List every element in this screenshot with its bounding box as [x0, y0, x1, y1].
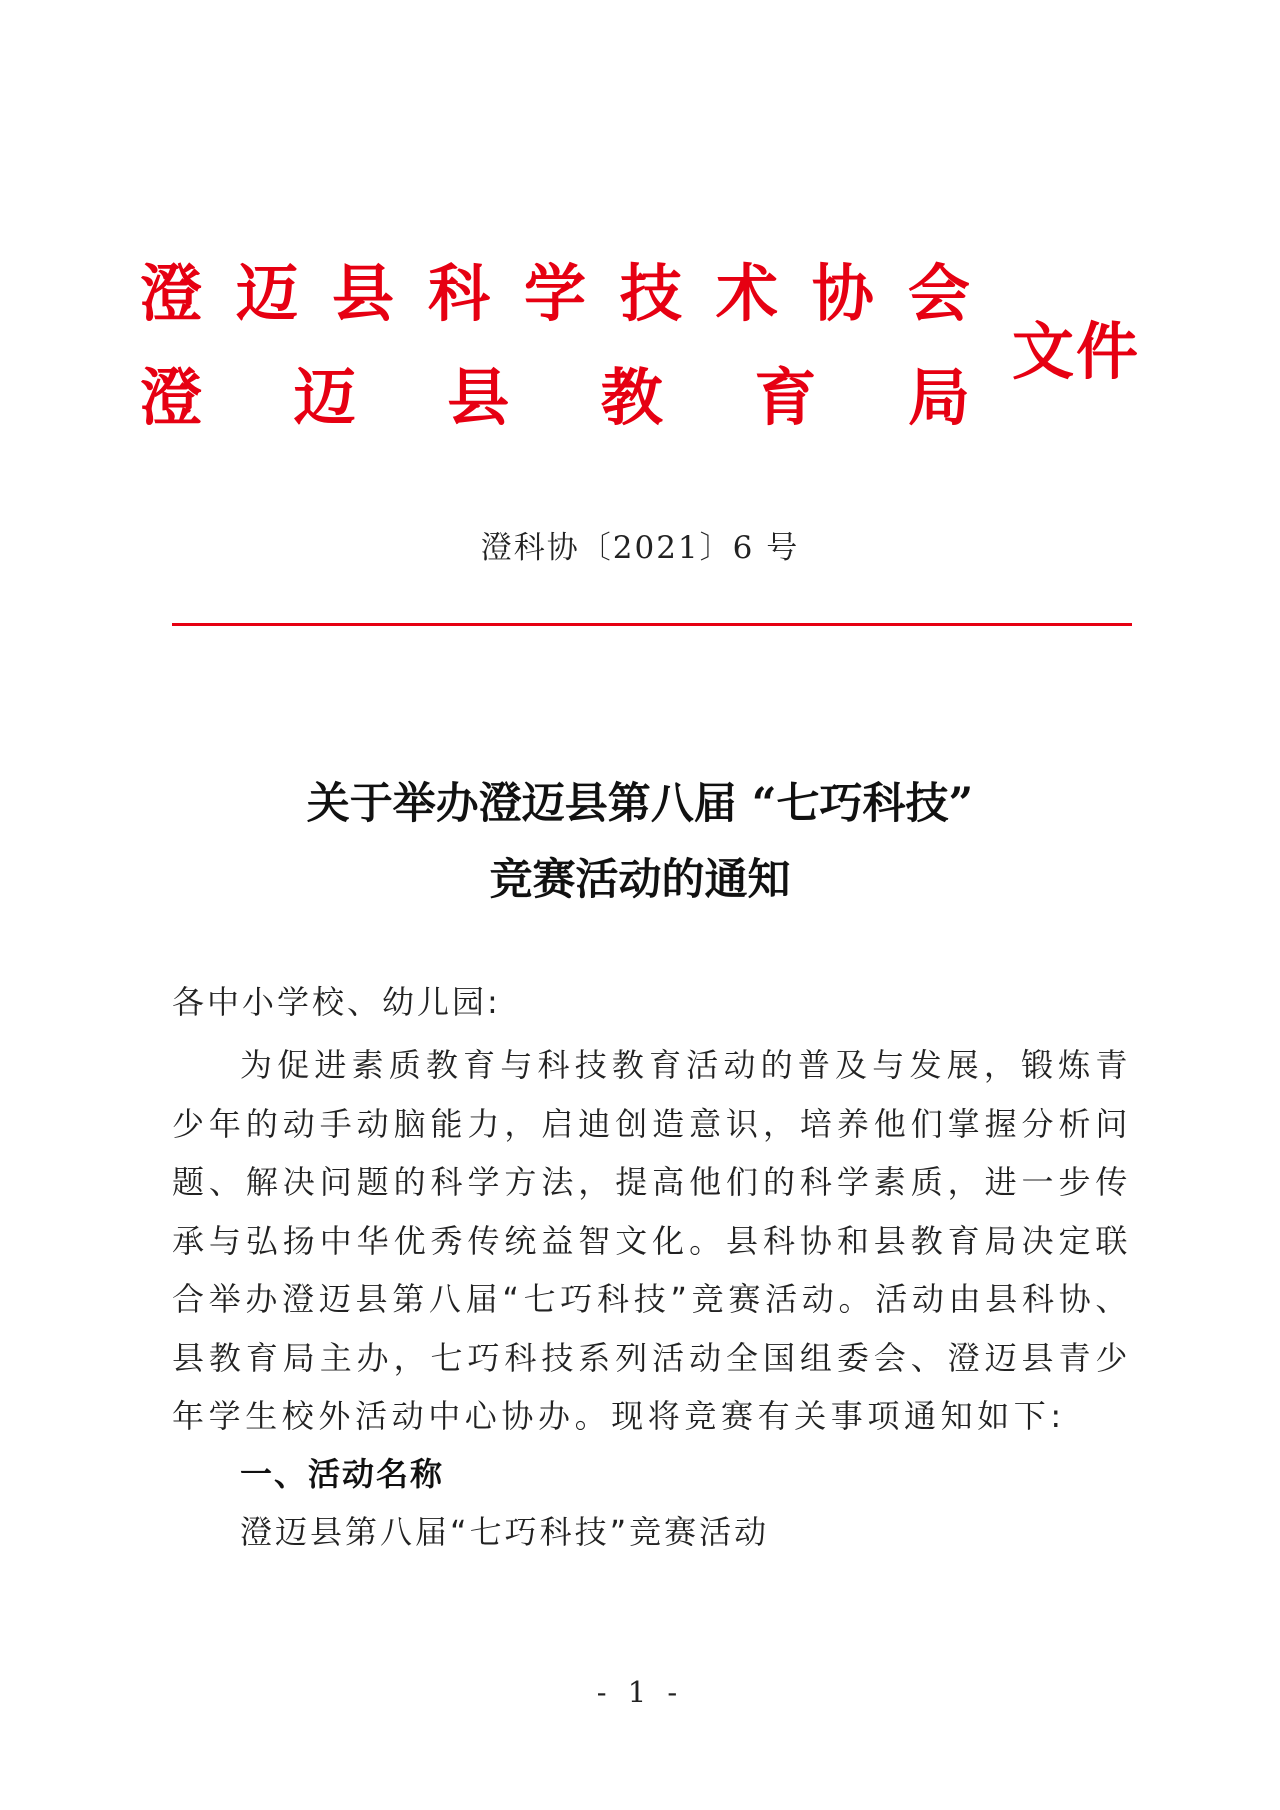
document-title-line-2: 竞赛活动的通知	[489, 855, 791, 905]
org1-char: 澄	[140, 257, 203, 330]
org2-char: 县	[447, 361, 510, 434]
red-divider-line	[172, 623, 1132, 626]
document-suffix: 文件	[1012, 315, 1141, 388]
section-heading: 一、活动名称	[240, 1455, 445, 1493]
org2-char: 澄	[140, 361, 203, 434]
org1-char: 协	[811, 257, 874, 330]
document-number: 澄科协〔2021〕6 号	[480, 530, 800, 566]
body-paragraph: 为促进素质教育与科技教育活动的普及与发展，锻炼青少年的动手动脑能力，启迪创造意识，培养他们掌握分析问题、解决问题的科学方法，提高他们的科学素质，进一步传承与弘扬中华优秀传统益智文化。县科协和县教育局决定联合举办澄迈县第八届“七巧科技”竞赛活动。活动由县科协、县教育局主办，七巧科技系列活动全国组委会、澄迈县青少年学生校外活动中心协办。现将竞赛有关事项通知如下:	[172, 1046, 1132, 1435]
org2-char: 育	[754, 361, 817, 434]
org2-char: 局	[907, 361, 970, 434]
org1-char: 县	[331, 257, 394, 330]
org1-char: 会	[907, 257, 970, 330]
org1-char: 技	[619, 257, 682, 330]
org1-char: 科	[427, 257, 490, 330]
document-header	[140, 258, 1140, 448]
page-number: - 1 -	[596, 1675, 684, 1709]
org2-char: 教	[600, 361, 663, 434]
document-title-line-1: 关于举办澄迈县第八届 “七巧科技”	[306, 779, 974, 829]
org2-char: 迈	[293, 361, 356, 434]
salutation: 各中小学校、幼儿园:	[172, 983, 501, 1021]
issuing-org-line-1	[140, 258, 970, 330]
section-content: 澄迈县第八届“七巧科技”竞赛活动	[240, 1513, 770, 1551]
org1-char: 术	[715, 257, 778, 330]
org1-char: 学	[523, 257, 586, 330]
issuing-org-line-2	[140, 362, 970, 434]
org1-char: 迈	[235, 257, 298, 330]
